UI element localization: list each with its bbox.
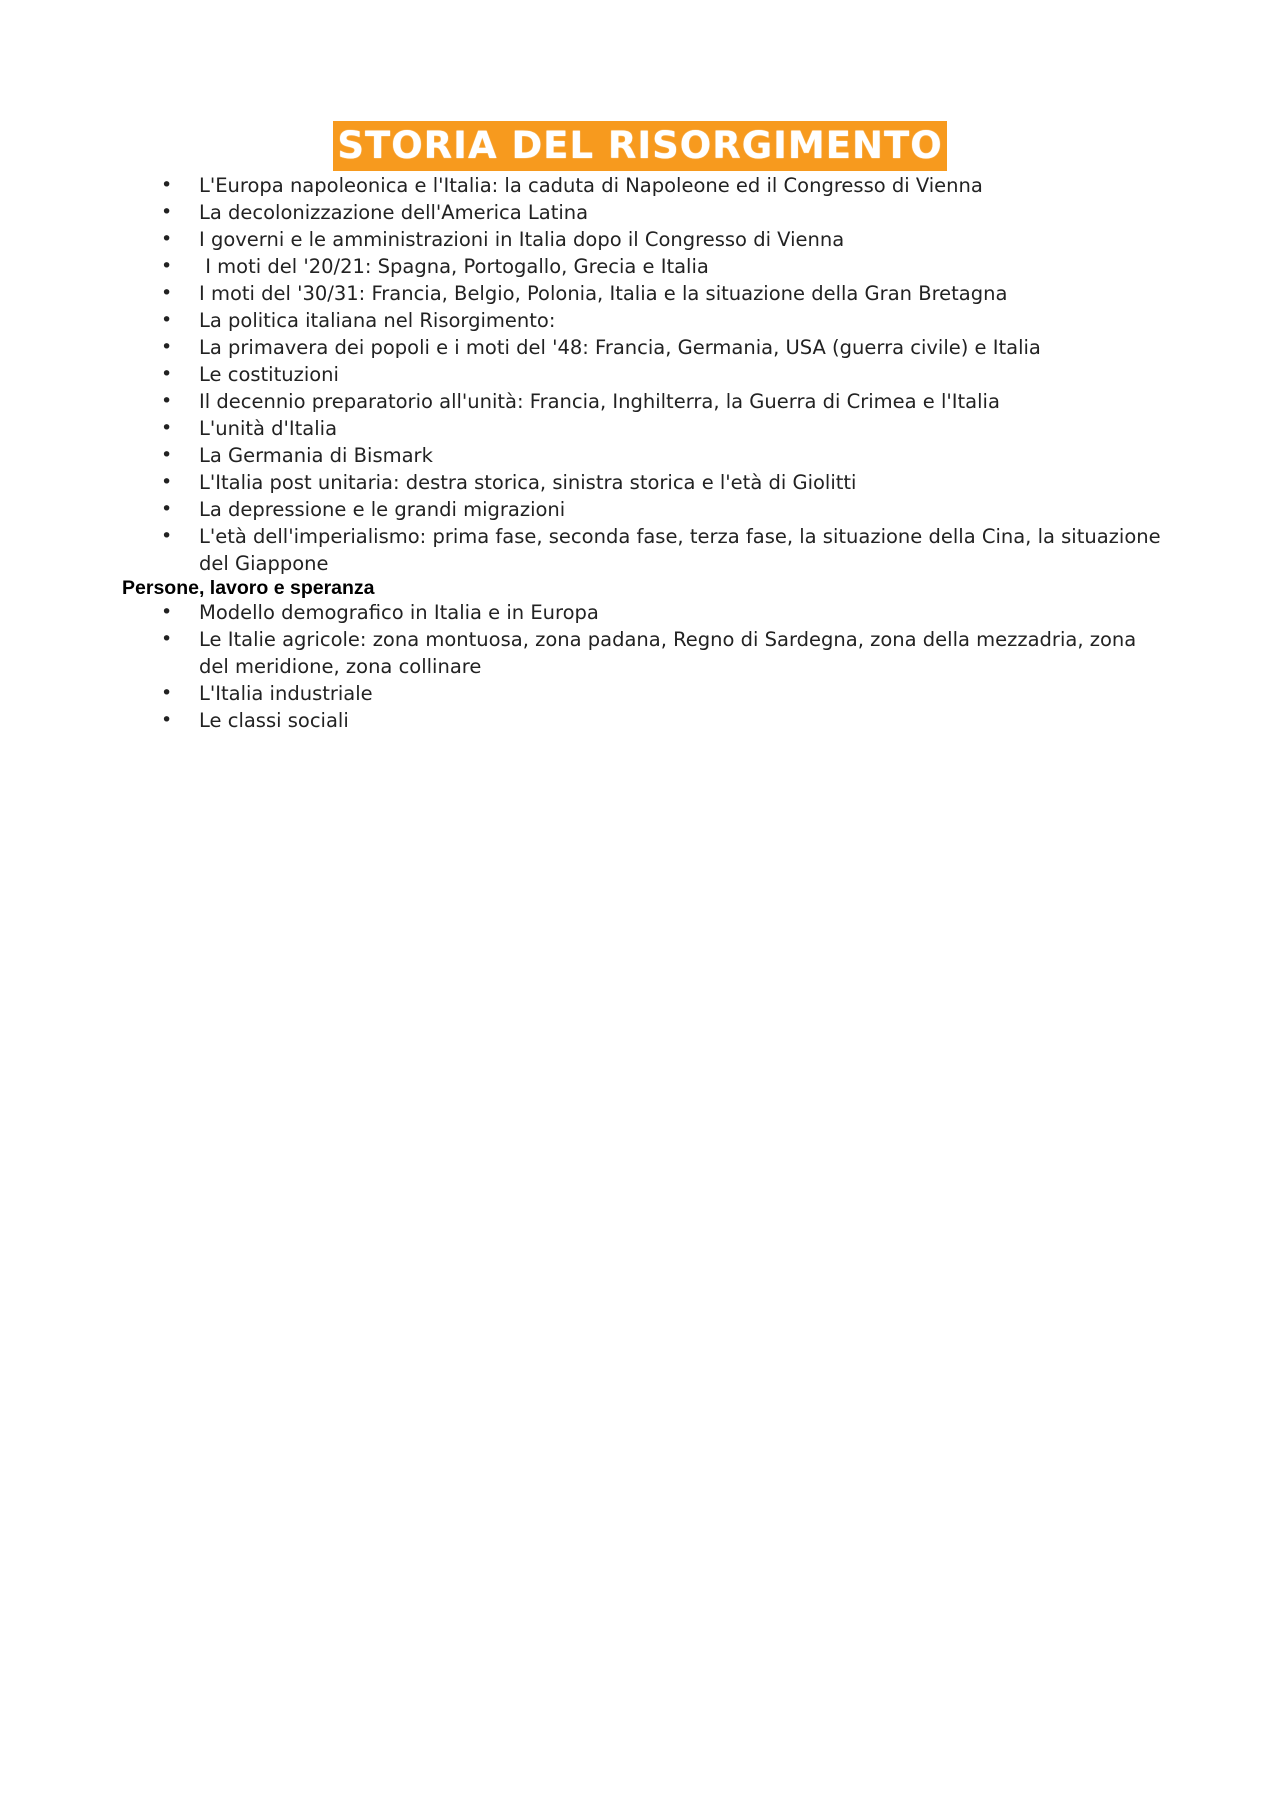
bullet-icon: • <box>161 228 173 250</box>
bullet-icon: • <box>161 390 173 412</box>
list-item <box>0 334 1280 361</box>
list-item <box>0 307 1280 334</box>
bullet-icon: • <box>161 417 173 439</box>
list-item-text: Il decennio preparatorio all'unità: Francia, Inghilterra, la Guerra di Crimea e l'Italia <box>199 390 1000 413</box>
bullet-icon: • <box>161 363 173 385</box>
list-item <box>0 599 1280 626</box>
list-item <box>0 496 1280 523</box>
list-item-text: I governi e le amministrazioni in Italia dopo il Congresso di Vienna <box>199 228 845 251</box>
topic-list-risorgimento <box>0 172 1280 577</box>
list-item-text: La decolonizzazione dell'America Latina <box>199 201 589 224</box>
list-item <box>0 523 1280 577</box>
bullet-icon: • <box>161 709 173 731</box>
list-item <box>0 469 1280 496</box>
bullet-icon: • <box>161 336 173 358</box>
page-title: STORIA DEL RISORGIMENTO <box>333 121 946 171</box>
bullet-icon: • <box>161 309 173 331</box>
list-item-text: L'Italia industriale <box>199 682 373 705</box>
document-content <box>0 172 1280 734</box>
list-item-text: L'Europa napoleonica e l'Italia: la caduta di Napoleone ed il Congresso di Vienna <box>199 174 983 197</box>
list-item <box>0 361 1280 388</box>
bullet-icon: • <box>161 255 173 277</box>
list-item-text: L'Italia post unitaria: destra storica, sinistra storica e l'età di Giolitti <box>199 471 857 494</box>
list-item <box>0 415 1280 442</box>
list-item-text: Modello demografico in Italia e in Europa <box>199 601 599 624</box>
topic-list-persone-lavoro <box>0 599 1280 734</box>
list-item <box>0 680 1280 707</box>
list-item-text: La depressione e le grandi migrazioni <box>199 498 566 521</box>
list-item-text: L'età dell'imperialismo: prima fase, seconda fase, terza fase, la situazione della Cina, la situazione del Giappone <box>199 525 1161 575</box>
list-item-text: I moti del '20/21: Spagna, Portogallo, Grecia e Italia <box>199 255 709 278</box>
list-item <box>0 253 1280 280</box>
list-item <box>0 226 1280 253</box>
list-item-text: L'unità d'Italia <box>199 417 338 440</box>
bullet-icon: • <box>161 444 173 466</box>
list-item <box>0 199 1280 226</box>
list-item-text: La primavera dei popoli e i moti del '48: Francia, Germania, USA (guerra civile) e Italia <box>199 336 1041 359</box>
list-item <box>0 172 1280 199</box>
bullet-icon: • <box>161 601 173 623</box>
list-item-text: La politica italiana nel Risorgimento: <box>199 309 556 332</box>
list-item <box>0 280 1280 307</box>
section-heading: Persone, lavoro e speranza <box>122 577 375 599</box>
bullet-icon: • <box>161 682 173 704</box>
list-item-text: I moti del '30/31: Francia, Belgio, Polonia, Italia e la situazione della Gran Bretagna <box>199 282 1008 305</box>
list-item-text: Le Italie agricole: zona montuosa, zona padana, Regno di Sardegna, zona della mezzadria, zona del meridione, zona collinare <box>199 628 1137 678</box>
bullet-icon: • <box>161 471 173 493</box>
bullet-icon: • <box>161 628 173 650</box>
list-item <box>0 626 1280 680</box>
bullet-icon: • <box>161 282 173 304</box>
bullet-icon: • <box>161 498 173 520</box>
list-item-text: Le costituzioni <box>199 363 339 386</box>
bullet-icon: • <box>161 525 173 547</box>
title-container <box>0 121 1280 171</box>
bullet-icon: • <box>161 174 173 196</box>
bullet-icon: • <box>161 201 173 223</box>
list-item <box>0 442 1280 469</box>
list-item <box>0 388 1280 415</box>
list-item-text: La Germania di Bismark <box>199 444 433 467</box>
list-item <box>0 707 1280 734</box>
list-item-text: Le classi sociali <box>199 709 349 732</box>
